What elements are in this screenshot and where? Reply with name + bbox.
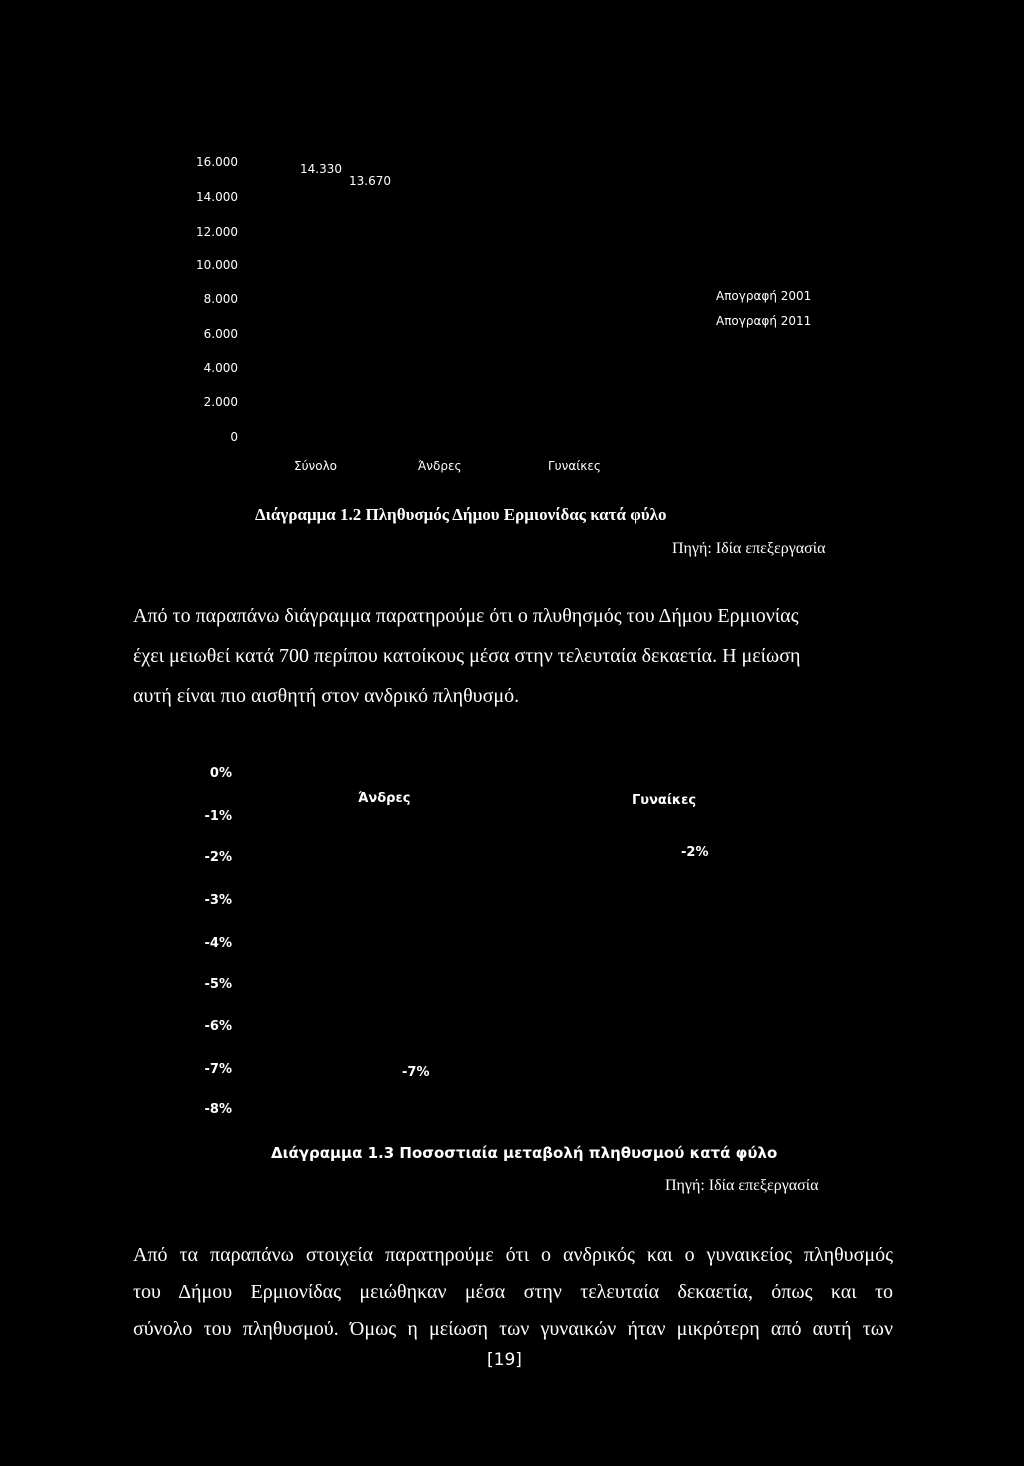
paragraph-1-line: Από το παραπάνω διάγραμμα παρατηρούμε ότι ο πλυθησμός του Δήμου Ερμιονίας	[133, 605, 799, 627]
data-label-total-2011: 13.670	[349, 174, 391, 188]
category-label: Γυναίκες	[548, 459, 601, 473]
chart1-source: Πηγή: Ιδία επεξεργασία	[672, 540, 826, 557]
y-tick-label: 0	[230, 430, 238, 444]
y-tick-label: 16.000	[196, 155, 238, 169]
paragraph-1-line: αυτή είναι πιο αισθητή στον ανδρικό πληθυσμό.	[133, 685, 520, 707]
chart1-caption: Διάγραμμα 1.2 Πληθυσμός Δήμου Ερμιονίδας κατά φύλο	[255, 505, 667, 524]
category-label-men: Άνδρες	[358, 791, 411, 806]
page-number: [19]	[487, 1350, 522, 1370]
y-tick-label: -5%	[204, 977, 232, 992]
y-tick-label: 0%	[209, 766, 232, 781]
category-label: Άνδρες	[418, 459, 462, 473]
category-label: Σύνολο	[294, 459, 338, 473]
paragraph-2-line: του Δήμου Ερμιονίδας μειώθηκαν μέσα στην τελευταία δεκαετία, όπως και το	[133, 1281, 893, 1303]
paragraph-2-line: Από τα παραπάνω στοιχεία παρατηρούμε ότι ο ανδρικός και ο γυναικείος πληθυσμός	[133, 1244, 893, 1266]
data-label-men: -7%	[402, 1065, 430, 1080]
y-tick-label: -6%	[204, 1019, 232, 1034]
y-tick-label: 4.000	[203, 361, 238, 375]
y-tick-label: 10.000	[196, 258, 238, 272]
y-tick-label: 12.000	[196, 225, 238, 239]
legend-item-2011: Απογραφή 2011	[716, 314, 812, 328]
y-tick-label: -8%	[204, 1102, 232, 1117]
chart2-caption: Διάγραμμα 1.3 Ποσοστιαία μεταβολή πληθυσμού κατά φύλο	[271, 1144, 778, 1162]
paragraph-2-line: σύνολο του πληθυσμού. Όμως η μείωση των γυναικών ήταν μικρότερη από αυτή των	[133, 1318, 893, 1340]
y-tick-label: -3%	[204, 893, 232, 908]
y-tick-label: 14.000	[196, 190, 238, 204]
y-tick-label: 8.000	[203, 292, 238, 306]
data-label-total-2001: 14.330	[300, 162, 342, 176]
y-tick-label: 2.000	[203, 395, 238, 409]
y-tick-label: 6.000	[203, 327, 238, 341]
chart2-source: Πηγή: Ιδία επεξεργασία	[665, 1177, 819, 1194]
y-tick-label: -1%	[204, 809, 232, 824]
paragraph-1-line: έχει μειωθεί κατά 700 περίπου κατοίκους μέσα στην τελευταία δεκαετία. Η μείωση	[133, 645, 801, 667]
category-label-women: Γυναίκες	[632, 793, 697, 808]
data-label-women: -2%	[681, 845, 709, 860]
legend-item-2001: Απογραφή 2001	[716, 289, 812, 303]
y-tick-label: -4%	[204, 936, 232, 951]
y-tick-label: -7%	[204, 1062, 232, 1077]
y-tick-label: -2%	[204, 850, 232, 865]
